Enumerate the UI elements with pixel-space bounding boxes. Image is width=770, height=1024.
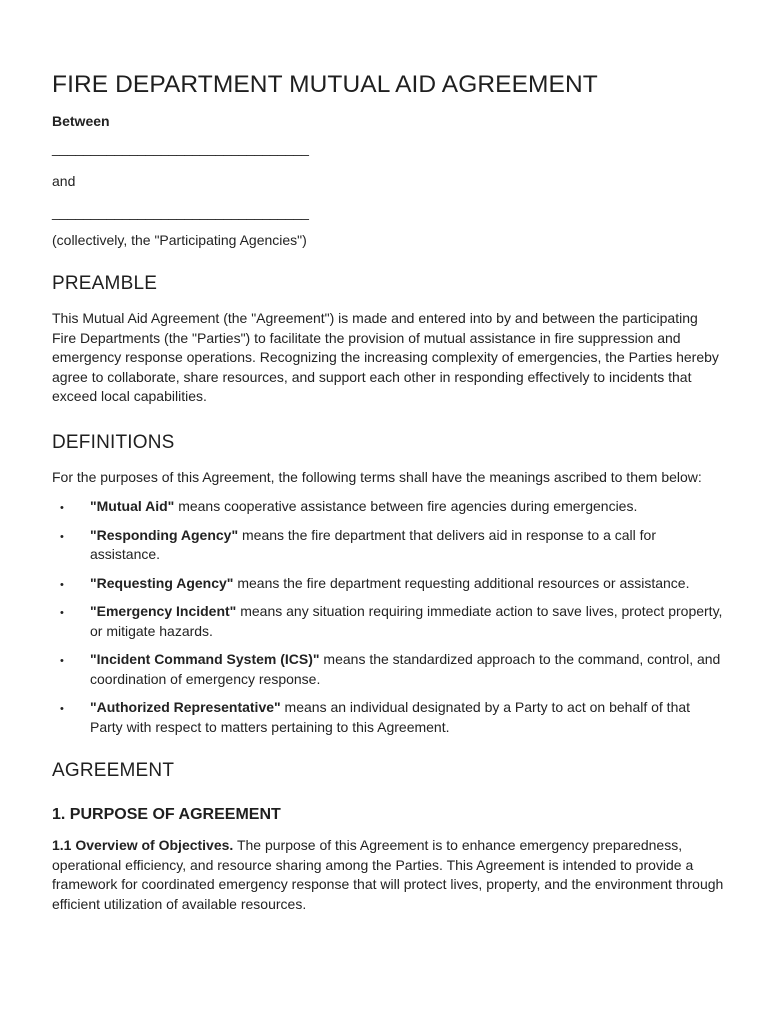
definition-item-mutual-aid: [52, 497, 724, 517]
clause-1-1: [52, 836, 724, 914]
definition-text: means an individual designated by a Party to act on behalf of that Party with respect to matters pertaining to this Agreement.: [90, 699, 691, 735]
definitions-intro: For the purposes of this Agreement, the following terms shall have the meanings ascribed to them below:: [52, 468, 702, 485]
definition-text: means cooperative assistance between fire agencies during emergencies.: [174, 498, 638, 514]
party-blank-line-2: _________________________________: [52, 203, 309, 220]
collectively-note: (collectively, the "Participating Agencies"): [52, 231, 307, 248]
bullet-icon: •: [60, 607, 64, 619]
definition-item-emergency-incident: [52, 602, 724, 641]
bullet-icon: •: [60, 703, 64, 715]
bullet-icon: •: [60, 502, 64, 514]
definition-term: "Responding Agency": [90, 526, 239, 543]
definition-term: "Mutual Aid": [90, 498, 175, 514]
preamble-heading: PREAMBLE: [52, 273, 158, 294]
definition-text: means the fire department requesting additional resources or assistance.: [233, 574, 690, 591]
bullet-icon: •: [60, 655, 64, 667]
agreement-heading: AGREEMENT: [52, 760, 175, 781]
definition-text: means the fire department that delivers aid in response to a call for assistance.: [90, 526, 656, 562]
clause-1-1-label: 1.1 Overview of Objectives.: [52, 837, 234, 853]
document-body: [52, 70, 724, 914]
bullet-icon: •: [60, 530, 64, 543]
definition-item-requesting-agency: [52, 574, 724, 594]
definition-item-authorized-representative: [52, 698, 724, 737]
definitions-heading: DEFINITIONS: [52, 431, 175, 453]
definition-text: means any situation requiring immediate action to save lives, protect property, or mitigate hazards.: [90, 603, 723, 639]
definition-term: "Requesting Agency": [90, 574, 234, 591]
between-label: Between: [52, 113, 110, 129]
definition-text: means the standardized approach to the command, control, and coordination of emergency response.: [90, 651, 721, 687]
document-title: FIRE DEPARTMENT MUTUAL AID AGREEMENT: [52, 71, 598, 98]
definition-item-ics: [52, 650, 724, 689]
definitions-list: [52, 497, 724, 737]
clause-1-1-text: The purpose of this Agreement is to enhance emergency preparedness, operational efficiency, and resource sharing among the Parties. This Agreement is intended to provide a framework for coordinated emergency response that will protect lives, property, and the environment through efficient utilization of available resources.: [52, 837, 724, 912]
section-1-heading: 1. PURPOSE OF AGREEMENT: [52, 806, 281, 823]
party-blank-line-1: _________________________________: [52, 140, 309, 156]
and-label: and: [52, 173, 76, 189]
preamble-text: This Mutual Aid Agreement (the "Agreement") is made and entered into by and between the participating Fire Departments (the "Parties") to facilitate the provision of mutual assistance in fire suppression and emergency response operations. Recognizing the increasing complexity of emergencies, the Parties hereby agree to collaborate, share resources, and support each other in responding effectively to incidents that exceed local capabilities.: [52, 310, 719, 404]
definition-term: "Incident Command System (ICS)": [90, 651, 320, 667]
bullet-icon: •: [60, 578, 64, 591]
definition-item-responding-agency: [52, 526, 724, 565]
definition-term: "Emergency Incident": [90, 603, 237, 619]
definition-term: "Authorized Representative": [90, 699, 281, 715]
